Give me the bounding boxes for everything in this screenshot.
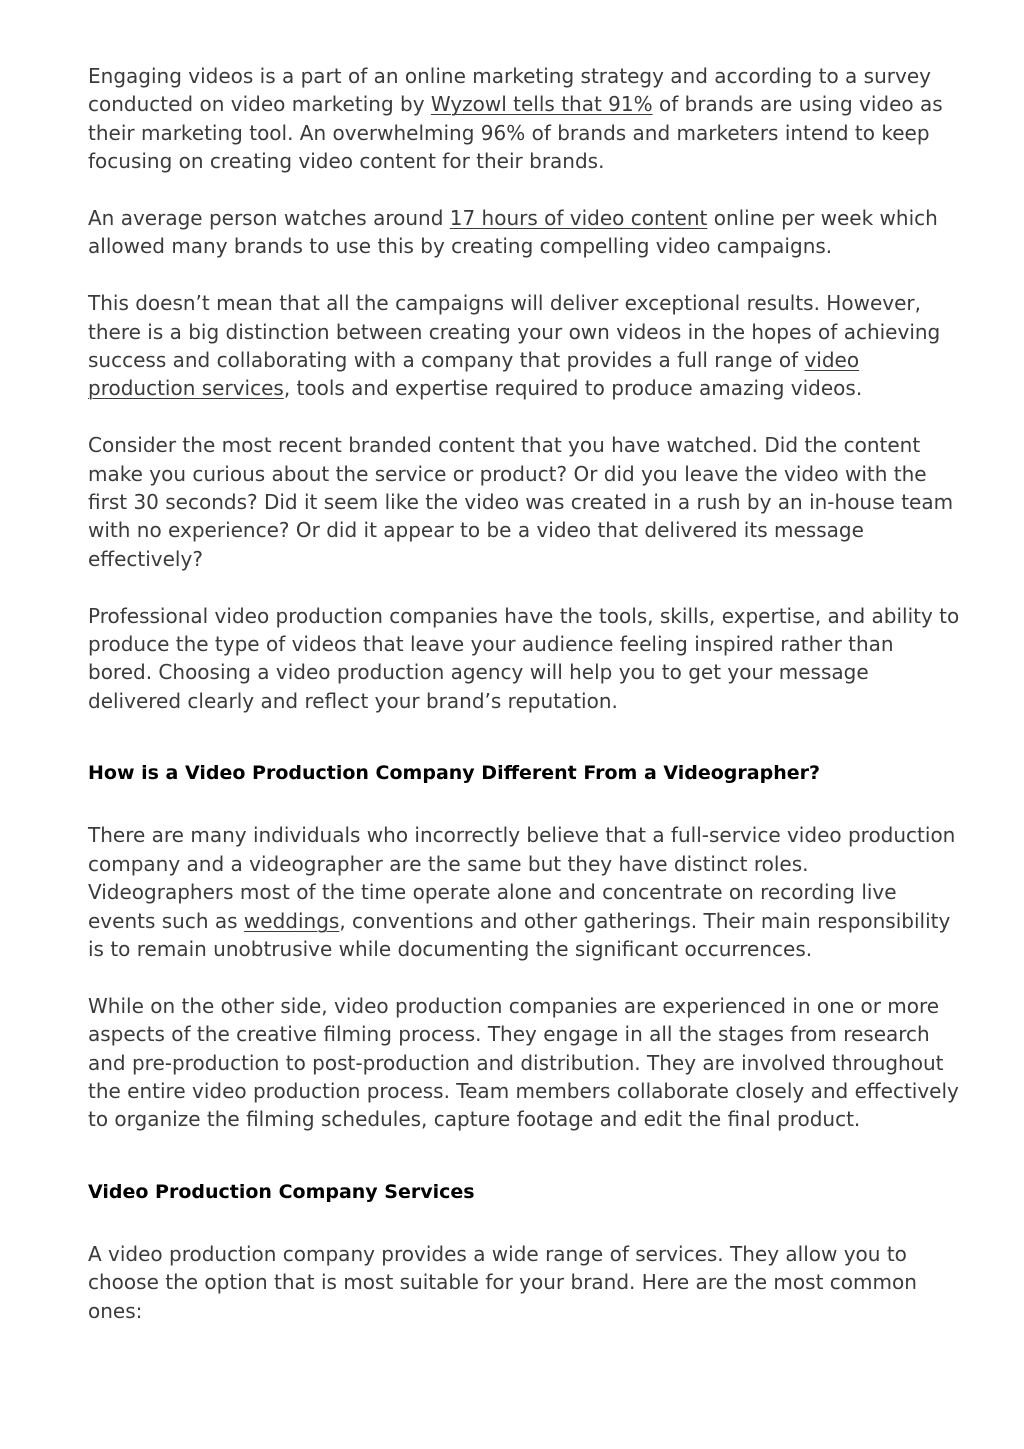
paragraph-services-intro: A video production company provides a wide range of services. They allow you to choose the option that is most suitable for your brand. Here are the most common ones: (88, 1241, 917, 1323)
link-17-hours-video-content[interactable]: 17 hours of video content (449, 206, 708, 231)
article-body (88, 62, 960, 1353)
link-wyzowl-survey[interactable]: Wyzowl tells that 91% (430, 92, 653, 117)
paragraph-text: online per week which allowed many brands to use this by creating compelling video campaigns. (88, 206, 938, 259)
paragraph-text: of brands are using video as their marketing tool. An overwhelming 96% of brands and marketers intend to keep focusing on creating video content for their brands. (88, 92, 943, 174)
paragraph-text: An average person watches around (88, 206, 450, 231)
paragraph-production-process: While on the other side, video production companies are experienced in one or more aspects of the creative filming process. They engage in all the stages from research and pre-production to post-production and distribution. They are involved throughout the entire video production process. Team members collaborate closely and effectively to organize the filming schedules, capture footage and edit the final product. (88, 993, 959, 1132)
link-video-production-services[interactable]: video production services (88, 348, 860, 401)
paragraph-text: Engaging videos is a part of an online marketing strategy and according to a survey conducted on video marketing by (88, 64, 931, 117)
paragraph-distinct-roles (88, 821, 960, 963)
paragraph-branded-content-questions: Consider the most recent branded content that you have watched. Did the content make you curious about the service or product? Or did you leave the video with the first 30 seconds? Did it seem like the video was created in a rush by an in-house team with no experience? Or did it appear to be a video that delivered its message effectively? (88, 433, 954, 571)
heading-company-vs-videographer: How is a Video Production Company Different From a Videographer? (88, 762, 821, 785)
paragraph-professional-companies: Professional video production companies have the tools, skills, expertise, and ability to produce the type of videos that leave your audience feeling inspired rather than bored. Choosing a video production agency will help you to get your message delivered clearly and reflect your brand’s reputation. (88, 603, 960, 713)
paragraph-watch-hours (88, 204, 960, 261)
heading-company-services: Video Production Company Services (88, 1180, 475, 1203)
paragraph-text: There are many individuals who incorrectly believe that a full-service video production company and a videographer are the same but they have distinct roles. Videographers most of the time operate alone and concentrate on recording live events such as (88, 823, 956, 933)
link-weddings[interactable]: weddings (243, 908, 340, 933)
paragraph-video-marketing-survey (88, 62, 960, 176)
paragraph-text: , tools and expertise required to produce amazing videos. (283, 376, 863, 401)
paragraph-text: , conventions and other gatherings. Their main responsibility is to remain unobtrusive while documenting the significant occurrences. (88, 908, 951, 961)
paragraph-campaign-results (88, 289, 960, 403)
paragraph-text: This doesn’t mean that all the campaigns will deliver exceptional results. However, there is a big distinction between creating your own videos in the hopes of achieving success and collaborating with a company that provides a full range of (88, 291, 941, 373)
